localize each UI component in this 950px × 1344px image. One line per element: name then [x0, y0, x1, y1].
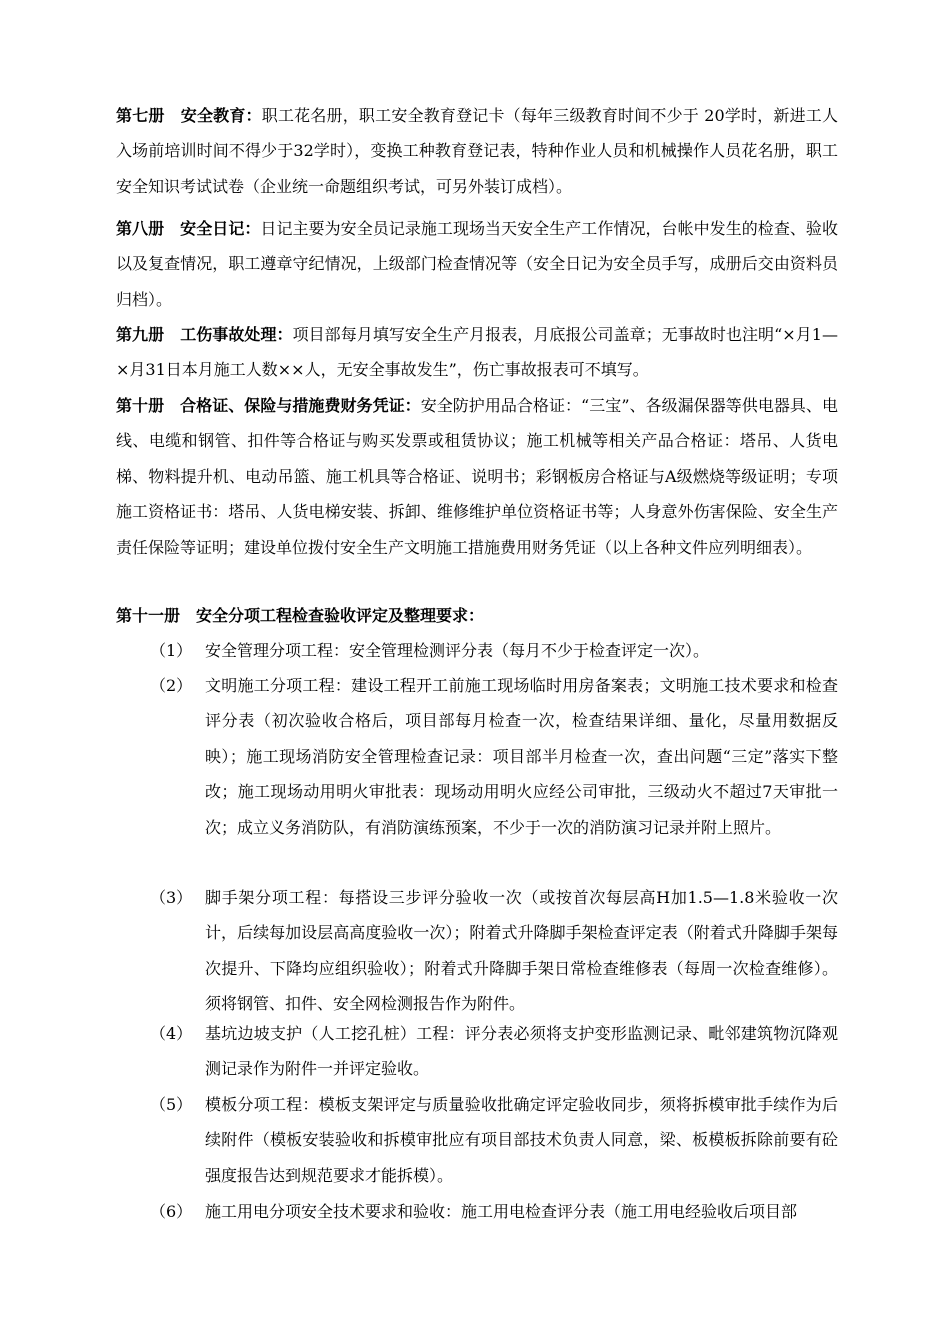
section-10-text: 安全防护用品合格证：“三宝”、各级漏保器等供电器具、电线、电缆和钢管、扣件等合格证与购买发票或租赁协议；施工机械等相关产品合格证：塔吊、人货电梯、物料提升机、电动吊篮、施工机具等合格证、说明书；彩钢板房合格证与A级燃烧等级证明；专项施工资格证书：塔吊、人货电梯安装、拆卸、维修维护单位资格证书等；人身意外伤害保险、安全生产责任保险等证明；建设单位拨付安全生产文明施工措施费用财务凭证（以上各种文件应列明细表）。 [116, 396, 838, 557]
item-6-number: （6） [150, 1202, 193, 1221]
section-8-title: 第八册 [116, 219, 165, 238]
section-11-heading [116, 598, 838, 633]
section-8 [116, 211, 838, 317]
item-2-number: （2） [150, 676, 193, 695]
item-2-text: 文明施工分项工程：建设工程开工前施工现场临时用房备案表；文明施工技术要求和检查评分表（初次验收合格后，项目部每月检查一次，检查结果详细、量化，尽量用数据反映）；施工现场消防安全管理检查记录：项目部半月检查一次，查出问题“三定”落实下整改；施工现场动用明火审批表：现场动用明火应经公司审批，三级动火不超过7天审批一次；成立义务消防队，有消防演练预案，不少于一次的消防演习记录并附上照片。 [205, 676, 838, 837]
section-7-text: 职工花名册，职工安全教育登记卡（每年三级教育时间不少于 20学时，新进工人入场前培训时间不得少于32学时），变换工种教育登记表，特种作业人员和机械操作人员花名册，职工安全知识考试试卷（企业统一命题组织考试，可另外装订成档）。 [116, 106, 838, 196]
section-10-title: 第十册 [116, 396, 165, 415]
section-7-title: 第七册 [116, 106, 165, 125]
item-4-text: 基坑边坡支护（人工挖孔桩）工程：评分表必须将支护变形监测记录、毗邻建筑物沉降观测记录作为附件一并评定验收。 [205, 1024, 838, 1079]
section-9-text: 项目部每月填写安全生产月报表，月底报公司盖章；无事故时也注明“×月1—×月31日本月施工人数××人，无安全事故发生”，伤亡事故报表可不填写。 [116, 325, 838, 380]
item-6-text: 施工用电分项安全技术要求和验收：施工用电检查评分表（施工用电经验收后项目部 [205, 1202, 798, 1221]
section-7 [116, 98, 838, 204]
item-5-number: （5） [150, 1095, 193, 1114]
section-9 [116, 317, 838, 388]
item-1-number: （1） [150, 641, 193, 660]
section-10-label: 合格证、保险与措施费财务凭证： [180, 396, 421, 415]
section-9-title: 第九册 [116, 325, 165, 344]
item-3-text: 脚手架分项工程：每搭设三步评分验收一次（或按首次每层高H加1.5—1.8米验收一次计，后续每加设层高高度验收一次）；附着式升降脚手架检查评定表（附着式升降脚手架每次提升、下降均应组织验收）；附着式升降脚手架日常检查维修表（每周一次检查维修）。须将钢管、扣件、安全网检测报告作为附件。 [205, 888, 838, 1014]
section-7-label: 安全教育： [180, 106, 262, 125]
section-10 [116, 388, 838, 565]
item-1-text: 安全管理分项工程：安全管理检测评分表（每月不少于检查评定一次）。 [205, 641, 710, 660]
section-8-text: 日记主要为安全员记录施工现场当天安全生产工作情况，台帐中发生的检查、验收以及复查情况，职工遵章守纪情况，上级部门检查情况等（安全日记为安全员手写，成册后交由资料员归档）。 [116, 219, 838, 309]
section-11-label: 安全分项工程检查验收评定及整理要求： [196, 606, 485, 625]
section-9-label: 工伤事故处理： [180, 325, 293, 344]
item-3-number: （3） [150, 888, 193, 907]
section-11-title: 第十一册 [116, 606, 181, 625]
section-8-label: 安全日记： [180, 219, 261, 238]
item-4-number: （4） [150, 1024, 193, 1043]
item-5-text: 模板分项工程：模板支架评定与质量验收批确定评定验收同步，须将拆模审批手续作为后续附件（模板安装验收和拆模审批应有项目部技术负责人同意，梁、板模板拆除前要有砼强度报告达到规范要求才能拆模）。 [205, 1095, 838, 1185]
